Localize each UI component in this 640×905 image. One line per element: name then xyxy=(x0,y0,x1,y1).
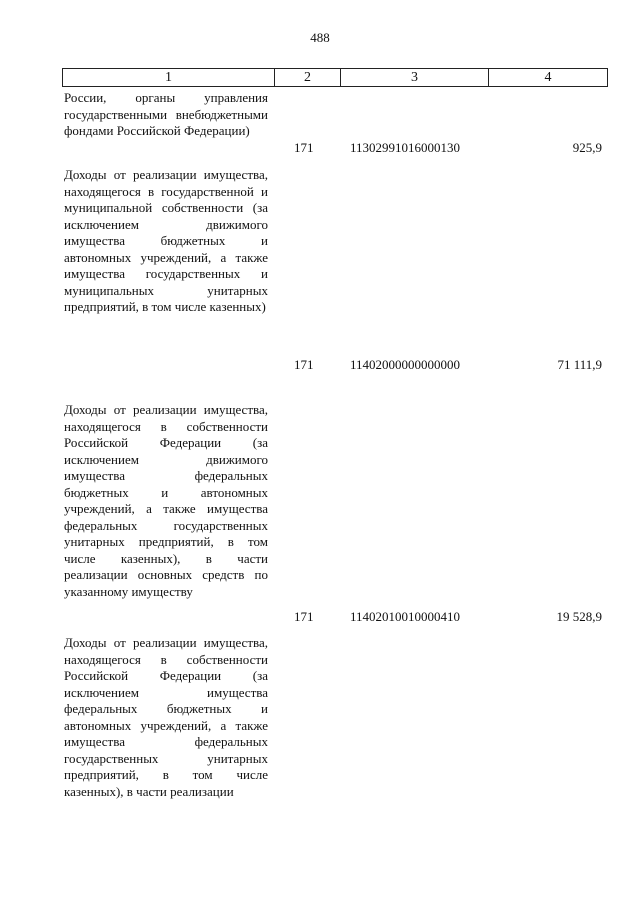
row-code: 171 xyxy=(294,140,314,155)
row-sum: 71 111,9 xyxy=(557,357,602,372)
row-description: России, органы управления государственными внебюджетными фондами Российской Федерации) xyxy=(64,90,268,138)
header-col-4: 4 xyxy=(544,69,552,85)
row-description: Доходы от реализации имущества, находящегося в государственной и муниципальной собственности (за исключением движимого имущества бюджетных и автономных учреждений, а также имущества государственных и муниципальных унитарных предприятий, в том числе казенных) xyxy=(64,167,268,314)
row-sum: 19 528,9 xyxy=(556,609,602,624)
header-col-2: 2 xyxy=(275,69,341,86)
row-code: 171 xyxy=(294,609,314,624)
row-kbk: 11302991016000130 xyxy=(350,140,461,155)
row-sum: 925,9 xyxy=(572,140,602,155)
row-code: 171 xyxy=(294,357,314,372)
header-col-1: 1 xyxy=(63,69,275,86)
table-header xyxy=(62,68,608,87)
header-col-3: 3 xyxy=(341,69,489,86)
page-number: 488 xyxy=(310,30,330,45)
row-description: Доходы от реализации имущества, находящегося в собственности Российской Федерации (за исключением имущества федеральных бюджетных и автономных учреждений, а также имущества федеральных государственных унитарных предприятий, в том числе казенных), в части реализации xyxy=(64,635,268,799)
row-description: Доходы от реализации имущества, находящегося в собственности Российской Федерации (за исключением движимого имущества федеральных бюджетных и автономных учреждений, а также имущества федеральных государственных унитарных предприятий, в том числе казенных), в части реализации основных средств по указанному имуществу xyxy=(64,402,268,599)
row-kbk: 11402000000000000 xyxy=(350,357,461,372)
row-kbk: 11402010010000410 xyxy=(350,609,461,624)
